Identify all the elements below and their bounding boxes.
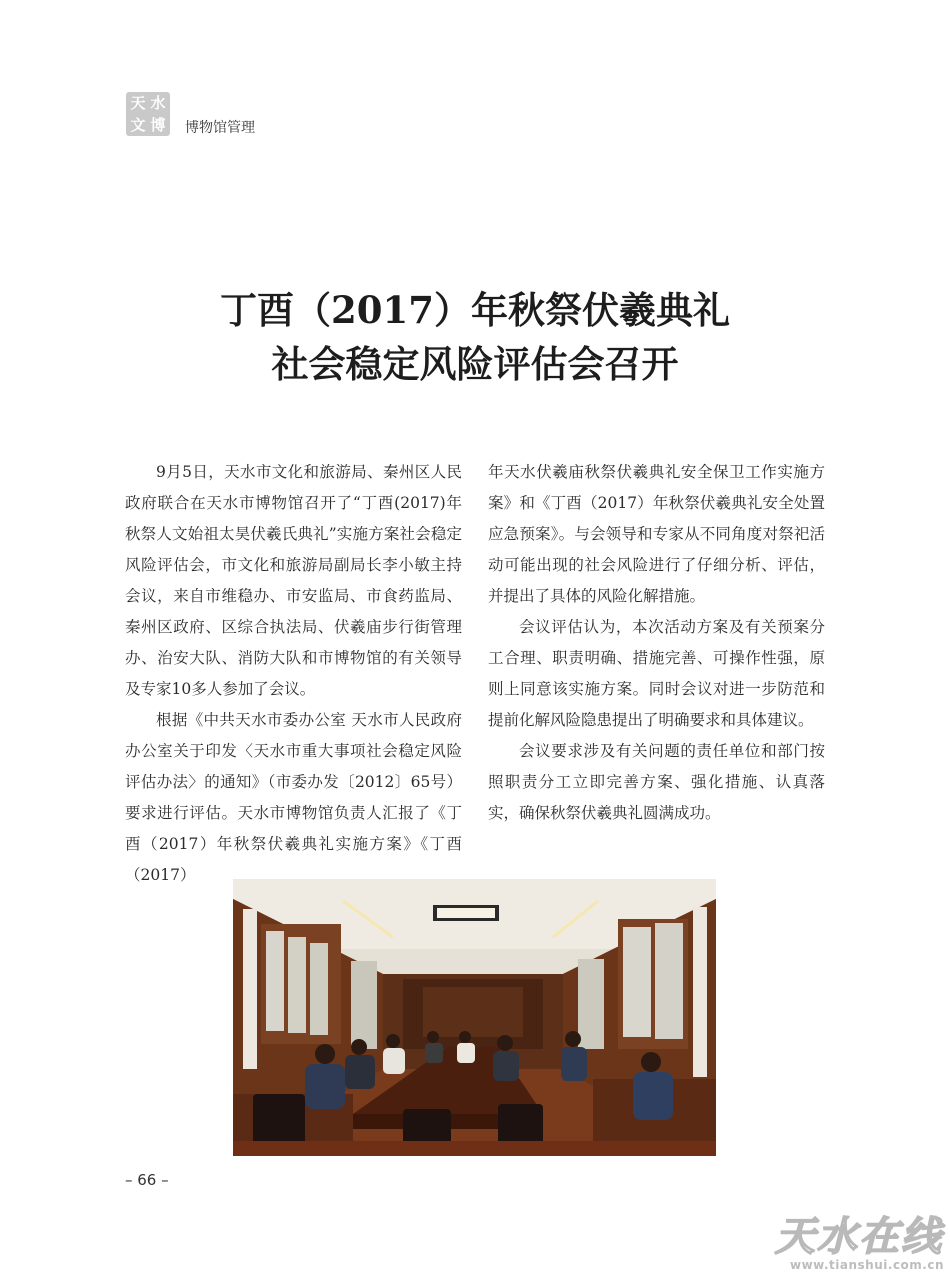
paragraph: 9月5日，天水市文化和旅游局、秦州区人民政府联合在天水市博物馆召开了“丁酉(2017)年秋祭人文始祖太昊伏羲氏典礼”实施方案社会稳定风险评估会，市文化和旅游局副局长李小敏主持会议，来自市维稳办、市安监局、市食药监局、秦州区政府、区综合执法局、伏羲庙步行街管理办、治安大队、消防大队和市博物馆的有关领导及专家10多人参加了会议。 [125,463,462,698]
page-number: – 66 – [125,1171,169,1189]
logo-char: 天 [130,94,146,112]
article-title [0,283,950,391]
right-column [488,457,825,829]
meeting-photo [233,879,716,1156]
title-line-1: 丁酉（2017）年秋祭伏羲典礼 [220,288,730,332]
site-watermark: 天水在线 [775,1214,943,1260]
journal-logo [126,92,170,136]
section-label: 博物馆管理 [185,120,255,136]
title-line-2: 社会稳定风险评估会召开 [271,342,679,386]
logo-char: 水 [150,94,166,112]
paragraph: 年天水伏羲庙秋祭伏羲典礼安全保卫工作实施方案》和《丁酉（2017）年秋祭伏羲典礼安全处置应急预案》。与会领导和专家从不同角度对祭祀活动可能出现的社会风险进行了仔细分析、评估，并提出了具体的风险化解措施。 [488,463,825,605]
paragraph: 会议评估认为，本次活动方案及有关预案分工合理、职责明确、措施完善、可操作性强，原则上同意该实施方案。同时会议对进一步防范和提前化解风险隐患提出了明确要求和具体建议。 [488,618,825,729]
paragraph: 根据《中共天水市委办公室 天水市人民政府办公室关于印发〈天水市重大事项社会稳定风险评估办法〉的通知》（市委办发〔2012〕65号）要求进行评估。天水市博物馆负责人汇报了《丁酉（2017）年秋祭伏羲典礼实施方案》《丁酉（2017） [125,711,462,884]
left-column [125,457,462,891]
paragraph: 会议要求涉及有关问题的责任单位和部门按照职责分工立即完善方案、强化措施、认真落实，确保秋祭伏羲典礼圆满成功。 [488,742,825,822]
site-watermark-url: www.tianshui.com.cn [790,1258,945,1272]
logo-char: 博 [150,116,166,134]
logo-char: 文 [130,116,146,134]
